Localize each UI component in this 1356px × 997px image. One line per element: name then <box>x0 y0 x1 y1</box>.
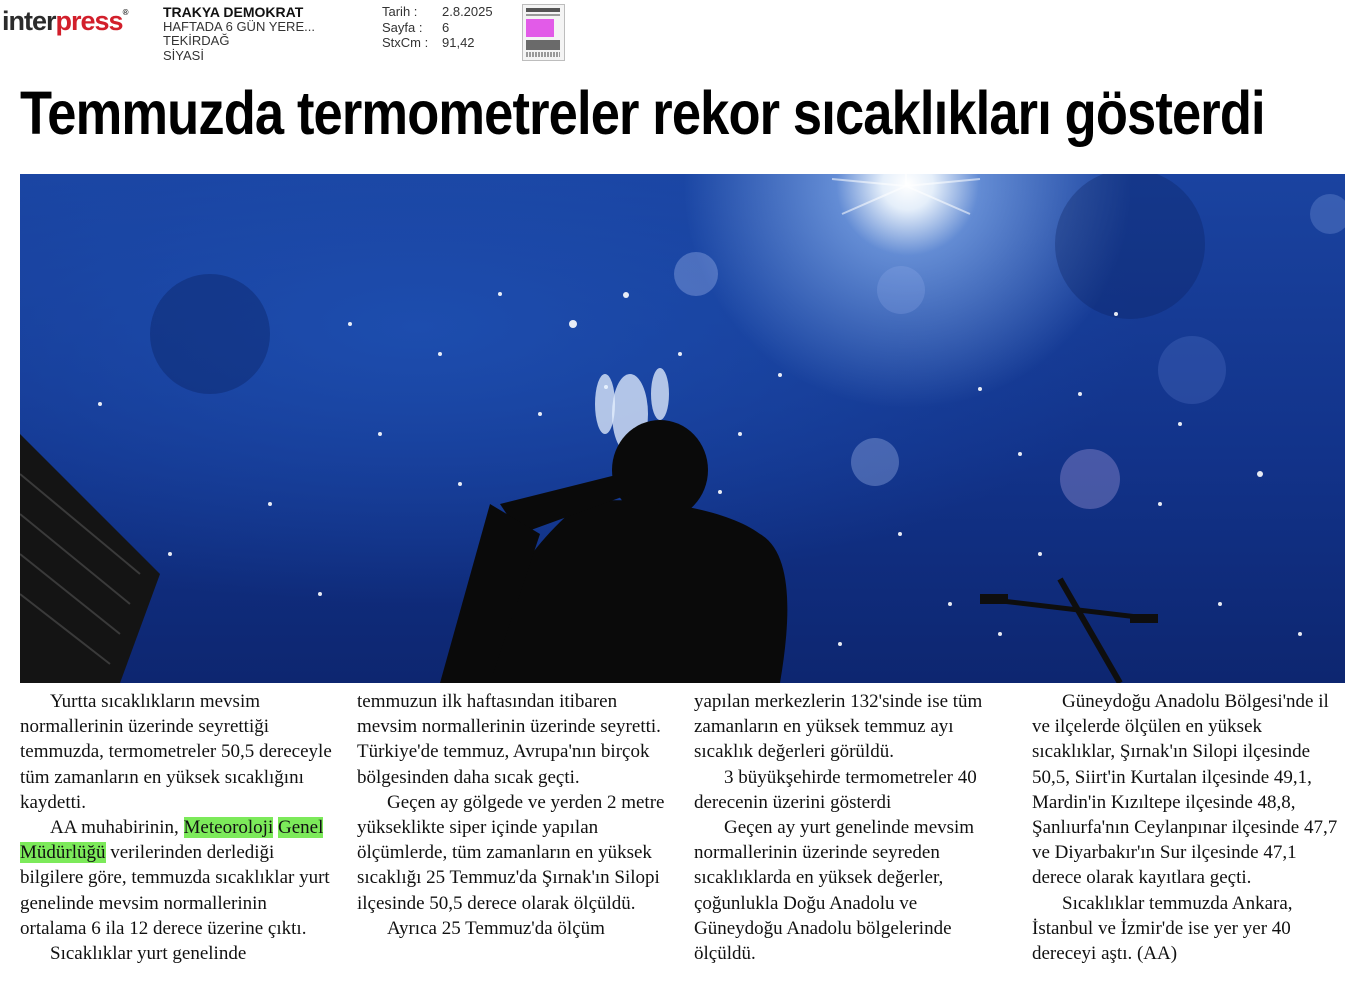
thumb-masthead <box>526 8 560 12</box>
publication-city: TEKİRDAĞ <box>163 33 230 48</box>
paragraph <box>20 815 335 941</box>
article-column-3 <box>694 689 1009 966</box>
highlight-term: Genel <box>277 817 324 839</box>
article-photo <box>20 174 1345 683</box>
thumb-line <box>526 14 560 16</box>
meta-label: StxCm : <box>382 35 429 50</box>
meta-row-date <box>382 4 493 20</box>
paragraph: Ayrıca 25 Temmuz'da ölçüm <box>387 917 605 939</box>
publication-frequency: HAFTADA 6 GÜN YERE... <box>163 18 315 34</box>
meta-label: Sayfa : <box>382 19 423 35</box>
meta-row-page <box>382 20 493 36</box>
photo-scene <box>20 174 1345 683</box>
logo-text-accent: press <box>55 6 123 36</box>
building-silhouette <box>20 434 160 683</box>
page-thumbnail[interactable] <box>522 4 565 61</box>
paragraph: Sıcaklıklar yurt genelinde <box>50 943 247 965</box>
thumb-highlight <box>526 19 554 37</box>
paragraph: Sıcaklıklar temmuzda Ankara, İstanbul ve İzmir'de ise yer yer 40 dereceyi aştı. (AA) <box>1032 892 1293 965</box>
highlight-term: Meteoroloji <box>183 817 274 839</box>
sun-rays <box>832 174 980 214</box>
meta-value: 2.8.2025 <box>442 4 493 19</box>
highlight-term: Müdürlüğü <box>20 842 106 864</box>
street-lamp <box>980 579 1158 683</box>
paragraph: temmuzun ilk haftasından itibaren mevsim normallerinin üzerinde seyretti. Türkiye'de temmuz, Avrupa'nın birçok bölgesinden daha sıcak geçti. <box>357 691 661 788</box>
article-column-1 <box>20 689 335 966</box>
article-headline: Temmuzda termometreler rekor sıcaklıkları gösterdi <box>20 79 1265 147</box>
subheading: 3 büyükşehirde termometreler 40 derecenin üzerini gösterdi <box>694 766 977 813</box>
meta-row-stxcm <box>382 35 493 51</box>
paragraph: yapılan merkezlerin 132'sinde ise tüm zamanların en yüksek temmuz ayı sıcaklık değerleri görüldü. <box>694 691 983 763</box>
text-run: verilerinden derlediği bilgilere göre, temmuzda sıcaklıklar yurt genelinde mevsim normallerinin ortalama 6 ila 12 derece üzerine çıktı. <box>20 842 330 939</box>
paragraph: Geçen ay yurt genelinde mevsim normallerinin üzerinde seyreden sıcaklıklarda en yüksek değerler, çoğunlukla Doğu Anadolu ve Güneydoğu Anadolu bölgelerinde ölçüldü. <box>694 817 975 965</box>
interpress-logo <box>2 6 127 37</box>
meta-value: 6 <box>442 19 450 35</box>
meta-value: 91,42 <box>442 35 475 50</box>
article-column-2 <box>357 689 672 941</box>
article-column-4 <box>1032 689 1347 966</box>
thumb-text <box>526 52 560 57</box>
man-silhouette <box>440 420 787 683</box>
publication-name: TRAKYA DEMOKRAT <box>163 4 304 20</box>
paragraph: Yurtta sıcaklıkların mevsim normallerinin üzerinde seyrettiği temmuzda, termometreler 50,5 dereceyle tüm zamanların en yüksek sıcaklığını kaydetti. <box>20 691 332 813</box>
publication-info <box>163 5 315 63</box>
registered-mark: ® <box>122 8 128 17</box>
thumb-picture <box>526 40 560 50</box>
meta-label: Tarih : <box>382 4 418 19</box>
clipping-meta <box>382 4 493 51</box>
publication-section: SİYASİ <box>163 47 204 63</box>
lens-flares <box>150 174 1345 509</box>
paragraph: Güneydoğu Anadolu Bölgesi'nde il ve ilçelerde ölçülen en yüksek sıcaklıklar, Şırnak'ın Silopi ilçesinde 50,5, Siirt'in Kurtalan ilçesinde 49,1, Mardin'in Kızıltepe ilçesinde 48,8, Şanlıurfa'nın Ceylanpınar ilçesinde 47,7 ve Diyarbakır'ın Sur ilçesinde 47,1 derece olarak kayıtlara geçti. <box>1032 691 1338 889</box>
paragraph: Geçen ay gölgede ve yerden 2 metre yükseklikte siper içinde yapılan ölçümlerde, tüm zamanların en yüksek sıcaklığı 25 Temmuz'da Şırnak'ın Silopi ilçesinde 50,5 derece olarak ölçüldü. <box>357 791 665 914</box>
text-run: AA muhabirinin, <box>50 817 184 839</box>
logo-text-main: inter <box>2 6 56 36</box>
